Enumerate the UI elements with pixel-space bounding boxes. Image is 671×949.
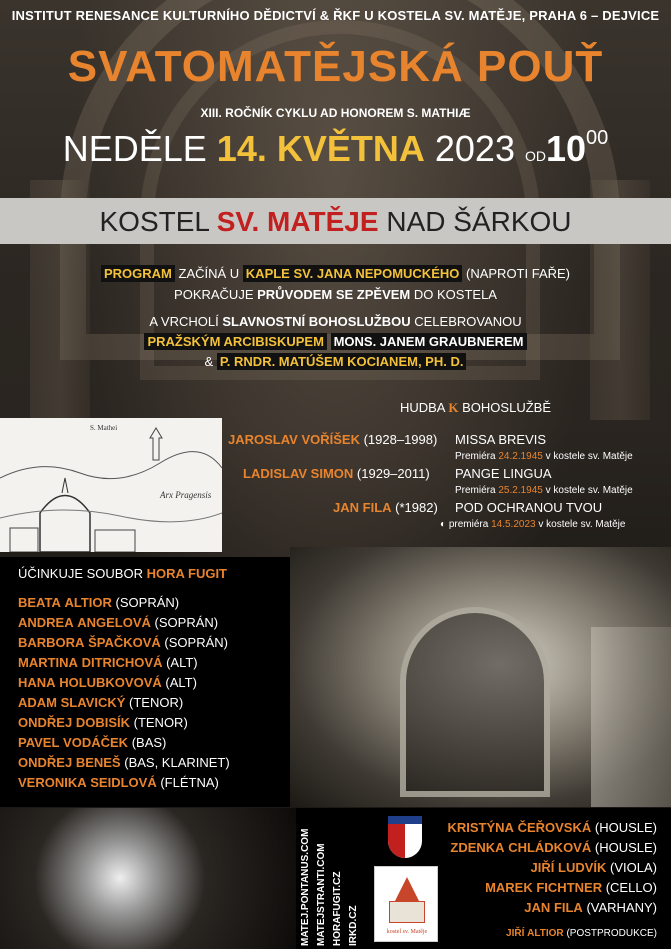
- venue-suffix: NAD ŠÁRKOU: [386, 206, 572, 237]
- program-concelebrant: P. RNDR. MATÚŠEM KOCIANEM, PH. D.: [217, 353, 467, 370]
- church-body: [389, 901, 425, 923]
- player-surname: FILA: [553, 900, 583, 915]
- member-first: HANA: [18, 675, 56, 690]
- member-role: (BAS): [131, 735, 167, 750]
- church-logo-icon: [374, 866, 438, 942]
- premiere-date: 14.5.2023: [491, 519, 536, 530]
- work-0: MISSA BREVIS: [455, 432, 547, 447]
- postproduction-surname: ALTIOR: [527, 928, 564, 939]
- program-text: POKRAČUJE: [174, 287, 254, 302]
- postproduction-first: JIŘÍ: [506, 928, 525, 939]
- premiere-0: [455, 451, 633, 462]
- organizers-line: INSTITUT RENESANCE KULTURNÍHO DĚDICTVÍ & ŘKF U KOSTELA SV. MATĚJE, PRAHA 6 – DEJVICE: [11, 8, 660, 23]
- players-panel: [446, 808, 671, 949]
- program-chapel: KAPLE SV. JANA NEPOMUCKÉHO: [243, 265, 463, 282]
- website-link[interactable]: MATEJ.PONTANUS.COM: [300, 828, 311, 946]
- composer-years: (1928–1998): [363, 432, 438, 447]
- program-ampersand: &: [204, 354, 214, 369]
- member-surname: BENEŠ: [75, 755, 121, 770]
- work-1: PANGE LINGUA: [455, 466, 552, 481]
- member-first: ONDŘEJ: [18, 715, 73, 730]
- parish-shield-icon: [388, 816, 422, 858]
- player-role: (HOUSLE): [594, 820, 657, 835]
- program-text: ZAČÍNÁ U: [178, 266, 240, 281]
- premiere-place: v kostele sv. Matěje: [545, 451, 633, 462]
- church-roof: [395, 877, 419, 901]
- player-surname: CHLÁDKOVÁ: [508, 840, 592, 855]
- member: [18, 595, 179, 610]
- composer-surname: SIMON: [310, 466, 354, 481]
- member: [18, 695, 183, 710]
- ensemble-heading: [18, 566, 227, 581]
- composer-first: LADISLAV: [243, 466, 308, 481]
- premiere-icon: ◐: [440, 519, 447, 530]
- member-role: (SOPRÁN): [164, 635, 228, 650]
- program-archbishop: MONS. JANEM GRAUBNEREM: [331, 333, 527, 350]
- composer-first: JAN: [333, 500, 360, 515]
- player-surname: LUDVÍK: [558, 860, 607, 875]
- player-first: JIŘÍ: [530, 860, 555, 875]
- music-heading-text: HUDBA: [399, 400, 445, 415]
- composer-surname: FILA: [362, 500, 392, 515]
- member-role: (BAS, KLARINET): [124, 755, 230, 770]
- member-surname: ALTIOR: [64, 595, 112, 610]
- logos-column: [366, 808, 446, 949]
- composer-first: JAROSLAV: [228, 432, 298, 447]
- member-first: PAVEL: [18, 735, 60, 750]
- postproduction: [506, 928, 657, 939]
- member-surname: DITRICHOVÁ: [81, 655, 163, 670]
- date-od: OD: [524, 148, 546, 164]
- composer-surname: VOŘÍŠEK: [301, 432, 360, 447]
- venue-title: [0, 206, 671, 238]
- member-surname: ANGELOVÁ: [77, 615, 151, 630]
- date-day: NEDĚLE: [62, 128, 207, 169]
- member: [18, 655, 198, 670]
- program-text: CELEBROVANOU: [414, 314, 522, 329]
- member-first: VERONIKA: [18, 775, 87, 790]
- event-date: [0, 128, 671, 170]
- program-archbishop-label: PRAŽSKÝM ARCIBISKUPEM: [144, 333, 326, 350]
- player-surname: ČEŘOVSKÁ: [517, 820, 592, 835]
- premiere-label: Premiéra: [455, 485, 496, 496]
- premiere-1: [455, 485, 633, 496]
- composer-years: (*1982): [395, 500, 438, 515]
- work-2: POD OCHRANOU TVOU: [455, 500, 603, 515]
- member: [18, 615, 218, 630]
- altar-niche: [400, 607, 550, 797]
- program-line-3: [0, 314, 671, 329]
- composer-years: (1929–2011): [356, 466, 430, 481]
- player-first: JAN: [524, 900, 551, 915]
- time-hour: 10: [545, 128, 587, 169]
- premiere-date: 25.2.1945: [498, 485, 543, 496]
- player-role: (CELLO): [605, 880, 657, 895]
- member-role: (ALT): [165, 675, 197, 690]
- program-procession: PRŮVODEM SE ZPĚVEM: [257, 287, 411, 302]
- prague-sketch-image: [0, 418, 222, 552]
- altar-photo: [290, 547, 671, 807]
- player-first: ZDENKA: [450, 840, 505, 855]
- member: [18, 675, 197, 690]
- music-heading-text: BOHOSLUŽBĚ: [462, 400, 551, 415]
- member-first: ADAM: [18, 695, 57, 710]
- date-year: 2023: [434, 128, 515, 169]
- ensemble-panel: [0, 557, 290, 807]
- music-heading: [400, 400, 551, 416]
- player: [531, 860, 657, 875]
- program-label: PROGRAM: [101, 265, 175, 282]
- member-surname: VODÁČEK: [63, 735, 129, 750]
- time-minutes: 00: [586, 127, 609, 149]
- website-link[interactable]: IRKD.CZ: [348, 905, 359, 946]
- member-first: ONDŘEJ: [18, 755, 73, 770]
- member: [18, 755, 230, 770]
- sketch-label-arx: Arx Pragensis: [160, 490, 212, 500]
- player: [524, 900, 657, 915]
- member-first: ANDREA: [18, 615, 74, 630]
- member-role: (SOPRÁN): [115, 595, 180, 610]
- member-surname: DOBISÍK: [75, 715, 130, 730]
- program-text: (NAPROTI FAŘE): [466, 266, 571, 281]
- program-line-4: [0, 334, 671, 349]
- website-link[interactable]: MATEJSTRANTI.COM: [316, 843, 327, 946]
- premiere-2: [440, 519, 625, 530]
- program-text: A VRCHOLÍ: [149, 314, 219, 329]
- website-link[interactable]: HORAFUGIT.CZ: [332, 871, 343, 946]
- program-line-1: [0, 266, 671, 281]
- sketch-drawing: [0, 418, 222, 552]
- composer-2: [333, 500, 438, 515]
- member-role: (SOPRÁN): [154, 615, 219, 630]
- program-line-5: [0, 354, 671, 369]
- member-role: (TENOR): [133, 715, 188, 730]
- venue-prefix: KOSTEL: [99, 206, 209, 237]
- venue-name: SV. MATĚJE: [216, 206, 379, 237]
- program-text: DO KOSTELA: [413, 287, 497, 302]
- sketch-label-top: S. Mathei: [90, 424, 118, 432]
- poster-subtitle: XIII. ROČNÍK CYKLU AD HONOREM S. MATHIÆ: [200, 106, 471, 120]
- member-first: BEATA: [18, 595, 61, 610]
- player: [450, 840, 657, 855]
- member-surname: ŠPAČKOVÁ: [88, 635, 161, 650]
- program-line-2: [0, 287, 671, 302]
- member-role: (ALT): [166, 655, 198, 670]
- player-role: (HOUSLE): [594, 840, 657, 855]
- premiere-label: premiéra: [448, 519, 489, 530]
- member: [18, 715, 188, 730]
- player: [447, 820, 657, 835]
- player-role: (VIOLA): [610, 860, 657, 875]
- composer-1: [243, 466, 430, 481]
- date-value: 14. KVĚTNA: [216, 128, 425, 169]
- program-mass: SLAVNOSTNÍ BOHOSLUŽBOU: [222, 314, 411, 329]
- shield-blue-band: [388, 816, 422, 824]
- member-first: MARTINA: [18, 655, 78, 670]
- music-heading-k: K: [448, 400, 459, 415]
- member-surname: HOLUBKOVOVÁ: [59, 675, 162, 690]
- player-first: KRISTÝNA: [447, 820, 514, 835]
- postproduction-role: (POSTPRODUKCE): [566, 928, 657, 939]
- premiere-label: Premiéra: [455, 451, 496, 462]
- premiere-place: v kostele sv. Matěje: [545, 485, 633, 496]
- member-role: (FLÉTNA): [160, 775, 219, 790]
- venue-band: [0, 198, 671, 244]
- premiere-date: 24.2.1945: [498, 451, 543, 462]
- composer-0: [228, 432, 437, 447]
- member: [18, 775, 219, 790]
- player: [485, 880, 657, 895]
- player-role: (VARHANY): [586, 900, 657, 915]
- chandelier-photo: [0, 808, 296, 949]
- member-role: (TENOR): [129, 695, 184, 710]
- websites-column: [296, 808, 366, 949]
- member: [18, 635, 228, 650]
- poster-title: SVATOMATĚJSKÁ POUŤ: [67, 42, 604, 91]
- church-logo-caption: kostel sv. Matěje: [386, 929, 428, 935]
- player-surname: FICHTNER: [536, 880, 603, 895]
- ensemble-name: HORA FUGIT: [146, 566, 227, 581]
- player-first: MAREK: [485, 880, 533, 895]
- premiere-place: v kostele sv. Matěje: [538, 519, 626, 530]
- member: [18, 735, 166, 750]
- member-first: BARBORA: [18, 635, 85, 650]
- member-surname: SEIDLOVÁ: [90, 775, 157, 790]
- member-surname: SLAVICKÝ: [60, 695, 126, 710]
- altar-curtain: [591, 627, 671, 807]
- ensemble-intro: ÚČINKUJE SOUBOR: [18, 566, 143, 581]
